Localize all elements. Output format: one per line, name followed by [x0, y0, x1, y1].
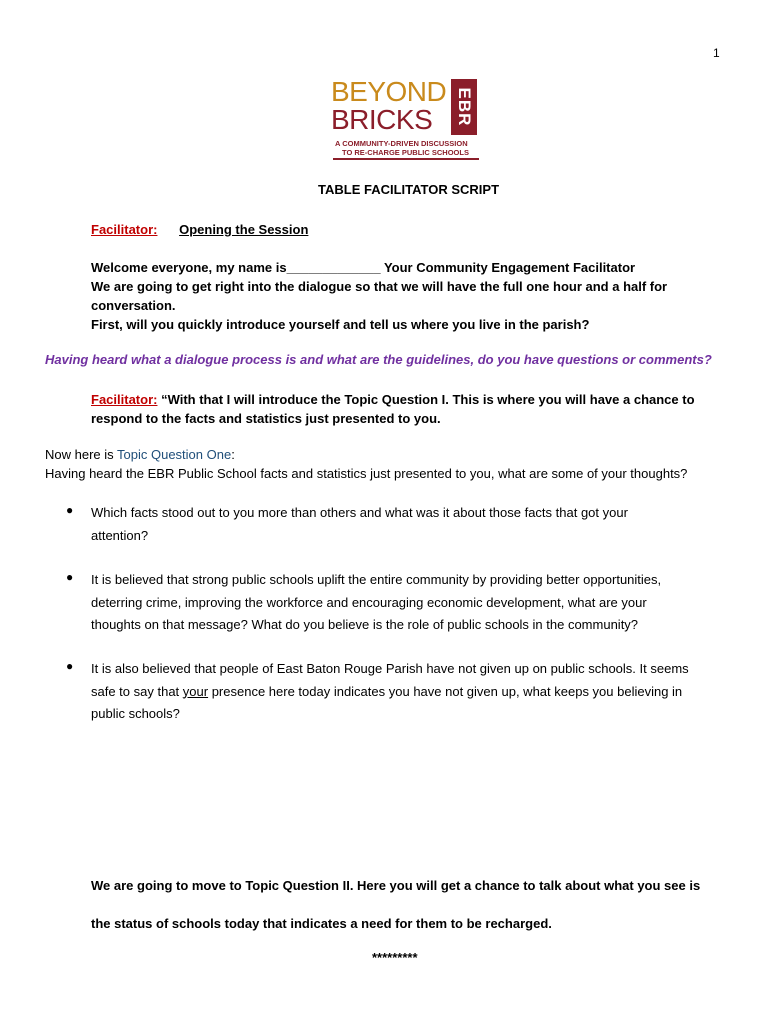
logo-rule [333, 158, 479, 160]
logo-tagline-2: TO RE-CHARGE PUBLIC SCHOOLS [342, 148, 469, 157]
welcome-line-2: We are going to get right into the dialogue so that we will have the full one hour and a half for [91, 279, 668, 294]
bullet-3-line-3: public schools? [91, 706, 180, 721]
welcome-prefix: Welcome everyone, my name is [91, 260, 287, 275]
bullet-2-line-2: deterring crime, improving the workforce and encouraging economic development, what are your [91, 594, 647, 610]
topic-one-heading [45, 447, 235, 462]
logo-ebr-block [451, 79, 477, 135]
bullet-item-1 [91, 502, 731, 547]
topic-intro-line-2: respond to the facts and statistics just presented to you. [91, 411, 441, 426]
logo-tagline-1: A COMMUNITY-DRIVEN DISCUSSION [335, 139, 468, 148]
welcome-line-1 [91, 258, 635, 277]
closing-line-1: We are going to move to Topic Question II. Here you will get a chance to talk about what you see is [91, 878, 701, 893]
logo-line1: BEYOND [331, 76, 447, 107]
topic-one-question: Having heard the EBR Public School facts and statistics just presented to you, what are some of your thoughts? [45, 466, 688, 481]
document-title: TABLE FACILITATOR SCRIPT [318, 182, 500, 197]
welcome-line-3: conversation. [91, 298, 176, 313]
bullet-item-2 [91, 569, 731, 637]
logo-side-text: EBR [455, 87, 474, 127]
bullet-1-line-2: attention? [91, 527, 149, 543]
bullet-3-line-2 [91, 681, 731, 704]
bullet-dot: ● [66, 570, 74, 584]
topic-one-suffix: : [231, 447, 235, 462]
welcome-line-4: First, will you quickly introduce yourself and tell us where you live in the parish? [91, 317, 590, 332]
topic-intro-text: “With that I will introduce the Topic Question I. This is where you will have a chance to [157, 392, 695, 407]
topic-one-label: Topic Question One [117, 447, 232, 462]
facilitator-label: Facilitator: [91, 392, 158, 407]
logo-line2: BRICKS [331, 104, 433, 135]
closing-line-2: the status of schools today that indicates a need for them to be recharged. [91, 916, 552, 931]
topic-one-prefix: Now here is [45, 447, 118, 462]
opening-line [91, 220, 308, 239]
guidelines-question: Having heard what a dialogue process is and what are the guidelines, do you have questions or comments? [45, 352, 712, 367]
opening-heading: Opening the Session [179, 222, 309, 237]
bullet-dot: ● [66, 659, 74, 673]
bullet-item-3 [91, 658, 731, 726]
bullet-2-line-1: It is believed that strong public schools uplift the entire community by providing better opportunities, [91, 572, 662, 587]
bullet-3-prefix: safe to say that [91, 683, 183, 699]
bullet-dot: ● [66, 503, 74, 517]
bullet-2-line-3: thoughts on that message? What do you believe is the role of public schools in the community? [91, 617, 639, 632]
name-blank: _____________ [286, 260, 381, 275]
separator: ********* [372, 950, 418, 965]
bullet-3-underlined: your [182, 683, 209, 699]
bullet-1-line-1: Which facts stood out to you more than others and what was it about those facts that got your [91, 505, 628, 520]
bullet-3-suffix: presence here today indicates you have not given up, what keeps you believing in [208, 683, 683, 699]
topic-intro-line-1 [91, 390, 695, 409]
bullet-3-line-1: It is also believed that people of East Baton Rouge Parish have not given up on public schools. It seems [91, 661, 689, 676]
welcome-suffix: Your Community Engagement Facilitator [380, 260, 636, 275]
beyond-bricks-logo [331, 78, 481, 160]
facilitator-label: Facilitator: [91, 222, 158, 237]
page-number: 1 [713, 46, 720, 60]
